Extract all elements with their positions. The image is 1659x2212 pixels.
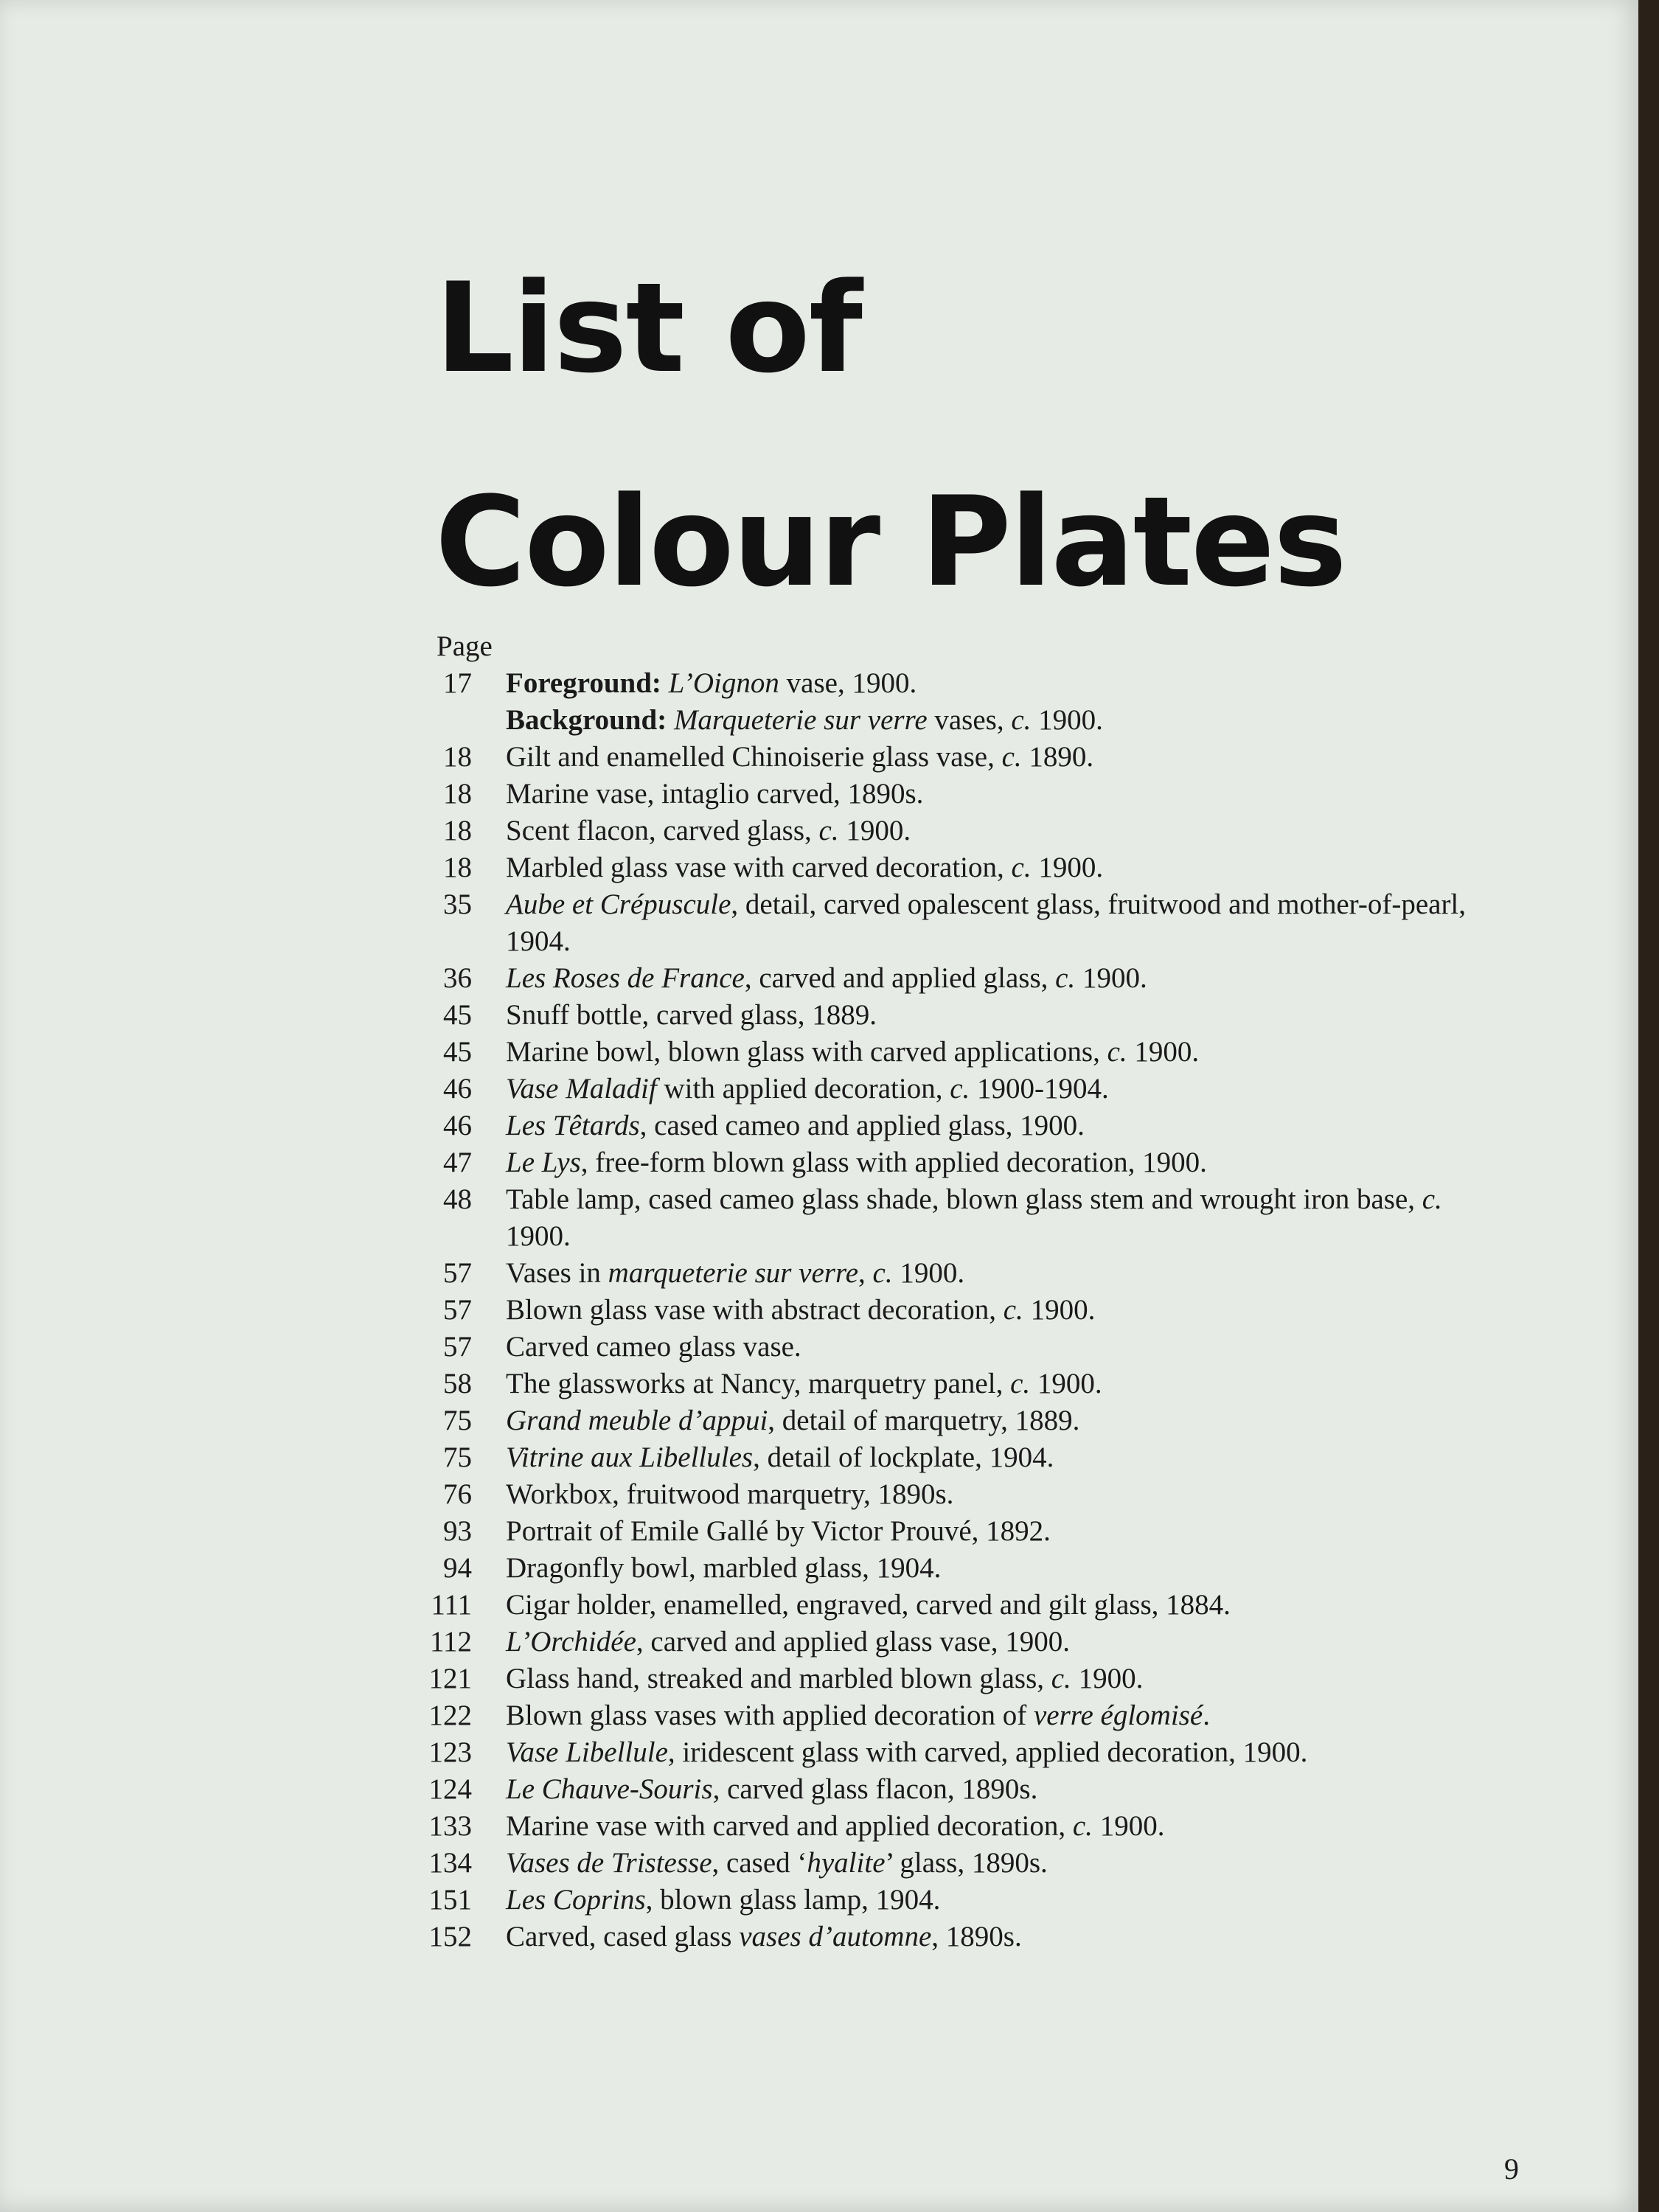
- entry-text: Snuff bottle, carved glass, 1889.: [506, 999, 877, 1031]
- entry-text: Glass hand, streaked and marbled blown glass,: [506, 1663, 1051, 1694]
- entry-description: [506, 1919, 1504, 1955]
- entry-text: , carved and applied glass vase, 1900.: [636, 1626, 1070, 1658]
- entry-page-number: 47: [443, 1147, 472, 1178]
- entry-title-italic: Vase Maladif: [506, 1073, 657, 1105]
- entry-page-number: 94: [443, 1552, 472, 1584]
- entry-title-italic: c.: [872, 1257, 893, 1289]
- entry-text: Dragonfly bowl, marbled glass, 1904.: [506, 1552, 942, 1584]
- entry-title-italic: Le Lys: [506, 1147, 581, 1178]
- entry-text: Scent flacon, carved glass,: [506, 815, 819, 846]
- list-item: [413, 1476, 1504, 1513]
- entry-title-italic: Vases de Tristesse: [506, 1847, 712, 1879]
- entry-page-number: 57: [443, 1257, 472, 1289]
- list-item: [413, 1292, 1504, 1329]
- entry-text: ’ glass, 1890s.: [885, 1847, 1048, 1879]
- entry-text: vases,: [927, 704, 1012, 736]
- list-item: [413, 702, 1504, 739]
- entry-text: , cased ‘: [712, 1847, 807, 1879]
- entry-text: .: [1203, 1700, 1210, 1731]
- list-item: [413, 813, 1504, 849]
- list-item: [413, 665, 1504, 702]
- list-item: [413, 739, 1504, 776]
- entry-description: [506, 1144, 1504, 1181]
- entry-text: Blown glass vase with abstract decoration,: [506, 1294, 1004, 1326]
- entry-text: , carved and applied glass,: [744, 962, 1056, 994]
- entry-description: [506, 1845, 1504, 1882]
- entry-title-italic: Aube et Crépuscule: [506, 888, 731, 920]
- entry-description: [506, 739, 1504, 776]
- entry-text: 1900.: [1030, 1368, 1102, 1399]
- entry-description: [506, 1734, 1504, 1771]
- entry-text: Blown glass vases with applied decoration of: [506, 1700, 1034, 1731]
- entry-text: 1900-1904.: [970, 1073, 1109, 1105]
- entry-description: [506, 1439, 1504, 1476]
- list-item: [413, 1071, 1504, 1107]
- entry-page-number: 75: [443, 1441, 472, 1473]
- entry-text: 1900.: [1031, 852, 1104, 883]
- page-title: [435, 221, 1346, 649]
- list-header-page: Page: [437, 630, 493, 662]
- entry-description: [506, 1808, 1504, 1845]
- entry-description: [506, 1292, 1504, 1329]
- entry-text: Vases in: [506, 1257, 608, 1289]
- entry-page-number: 18: [443, 815, 472, 846]
- entry-description: [506, 1181, 1504, 1255]
- list-item: [413, 960, 1504, 997]
- entry-title-italic: c.: [1003, 1294, 1023, 1326]
- entry-title-italic: hyalite: [807, 1847, 886, 1879]
- list-item: [413, 1366, 1504, 1402]
- entry-text: 1900.: [1127, 1036, 1200, 1068]
- entry-title-italic: Le Chauve-Souris: [506, 1773, 713, 1805]
- entry-text: The glassworks at Nancy, marquetry panel,: [506, 1368, 1011, 1399]
- entry-page-number: 48: [443, 1183, 472, 1215]
- entry-description: [506, 1071, 1504, 1107]
- entry-text: Marine vase, intaglio carved, 1890s.: [506, 778, 924, 810]
- entry-text: , iridescent glass with carved, applied decoration, 1900.: [667, 1736, 1308, 1768]
- list-item: [413, 1439, 1504, 1476]
- entry-page-number: 151: [428, 1884, 472, 1916]
- entry-page-number: 124: [428, 1773, 472, 1805]
- entry-title-italic: L’Oignon: [668, 667, 779, 699]
- entry-page-number: 46: [443, 1073, 472, 1105]
- entry-text: 1900.: [1075, 962, 1147, 994]
- entry-text: Portrait of Emile Gallé by Victor Prouvé, 1892.: [506, 1515, 1051, 1547]
- list-item: [413, 886, 1504, 960]
- entry-text: , carved glass flacon, 1890s.: [712, 1773, 1038, 1805]
- entry-page-number: 46: [443, 1110, 472, 1141]
- list-item: [413, 1624, 1504, 1660]
- entry-text: , free-form blown glass with applied decoration, 1900.: [580, 1147, 1207, 1178]
- entry-text: with applied decoration,: [656, 1073, 950, 1105]
- entry-text: Carved, cased glass: [506, 1921, 740, 1952]
- entry-text: [661, 667, 669, 699]
- entry-description: [506, 1255, 1504, 1292]
- entry-description: [506, 849, 1504, 886]
- entry-title-italic: verre églomisé: [1033, 1700, 1203, 1731]
- entry-description: [506, 813, 1504, 849]
- entries-container: [413, 665, 1504, 1955]
- list-item: [413, 1919, 1504, 1955]
- entry-text: Marine vase with carved and applied decoration,: [506, 1810, 1073, 1842]
- entry-page-number: 122: [428, 1700, 472, 1731]
- entry-title-italic: Marqueterie sur verre: [673, 704, 928, 736]
- entry-text: , detail of marquetry, 1889.: [768, 1405, 1080, 1436]
- entry-title-italic: Les Coprins: [506, 1884, 646, 1916]
- list-item: [413, 1107, 1504, 1144]
- entry-text: , 1890s.: [931, 1921, 1022, 1952]
- entry-title-italic: c.: [1051, 1663, 1071, 1694]
- entry-description: [506, 960, 1504, 997]
- entry-title-italic: L’Orchidée: [506, 1626, 636, 1658]
- entry-title-italic: c.: [1422, 1183, 1442, 1215]
- entry-title-italic: Vitrine aux Libellules: [506, 1441, 754, 1473]
- entry-page-number: 45: [443, 1036, 472, 1068]
- entry-title-italic: c.: [1107, 1036, 1127, 1068]
- entry-description: [506, 1366, 1504, 1402]
- entry-title-italic: Les Têtards: [506, 1110, 640, 1141]
- page-number: 9: [1504, 2152, 1519, 2185]
- entry-description: [506, 886, 1504, 960]
- entry-description: [506, 1882, 1504, 1919]
- entry-text: Marine bowl, blown glass with carved applications,: [506, 1036, 1107, 1068]
- list-item: [413, 1660, 1504, 1697]
- title-line-1: List of: [435, 256, 861, 400]
- entry-description: [506, 665, 1504, 702]
- entry-description: [506, 1402, 1504, 1439]
- entry-title-italic: vases d’automne: [739, 1921, 932, 1952]
- entry-page-number: 112: [429, 1626, 472, 1658]
- list-item: [413, 1808, 1504, 1845]
- list-item: [413, 1845, 1504, 1882]
- entry-title-italic: c.: [1072, 1810, 1093, 1842]
- entry-text: 1900.: [838, 815, 911, 846]
- entry-title-italic: c.: [1011, 704, 1032, 736]
- entry-text: , blown glass lamp, 1904.: [645, 1884, 941, 1916]
- entry-text: 1900.: [506, 1220, 571, 1252]
- entry-text: 1890.: [1021, 741, 1094, 773]
- list-item: [413, 1882, 1504, 1919]
- entry-description: [506, 702, 1504, 739]
- entry-title-italic: c.: [1001, 741, 1022, 773]
- entry-title-italic: Les Roses de France: [506, 962, 745, 994]
- list-item: [413, 1144, 1504, 1181]
- entry-description: [506, 1697, 1504, 1734]
- list-item: [413, 1181, 1504, 1255]
- entry-description: [506, 1107, 1504, 1144]
- entry-page-number: 57: [443, 1331, 472, 1363]
- title-line-2: Colour Plates: [435, 470, 1346, 614]
- entry-page-number: 18: [443, 778, 472, 810]
- list-item: [413, 1771, 1504, 1808]
- entry-page-number: 35: [443, 888, 472, 920]
- list-item: [413, 1513, 1504, 1550]
- entry-page-number: 18: [443, 852, 472, 883]
- entry-text: , cased cameo and applied glass, 1900.: [639, 1110, 1085, 1141]
- list-item: [413, 1402, 1504, 1439]
- entry-text: Marbled glass vase with carved decoration,: [506, 852, 1012, 883]
- entry-page-number: 123: [428, 1736, 472, 1768]
- list-item: [413, 776, 1504, 813]
- entry-text: Cigar holder, enamelled, engraved, carved and gilt glass, 1884.: [506, 1589, 1231, 1621]
- entry-text: Workbox, fruitwood marquetry, 1890s.: [506, 1478, 954, 1510]
- entry-label: Background:: [506, 704, 667, 736]
- entry-label: Foreground:: [506, 667, 661, 699]
- entry-text: Carved cameo glass vase.: [506, 1331, 801, 1363]
- entry-title-italic: c.: [1055, 962, 1076, 994]
- entry-description: [506, 1513, 1504, 1550]
- entry-page-number: 111: [431, 1589, 472, 1621]
- list-item: [413, 1034, 1504, 1071]
- entry-title-italic: c.: [950, 1073, 970, 1105]
- entry-page-number: 75: [443, 1405, 472, 1436]
- entry-description: [506, 1476, 1504, 1513]
- entry-title-italic: Grand meuble d’appui: [506, 1405, 768, 1436]
- entry-text: [667, 704, 674, 736]
- list-item: [413, 997, 1504, 1034]
- entry-title-italic: Vase Libellule: [506, 1736, 668, 1768]
- entry-description: [506, 1624, 1504, 1660]
- entry-page-number: 57: [443, 1294, 472, 1326]
- entry-text: 1900.: [1023, 1294, 1096, 1326]
- entry-text: ,: [858, 1257, 873, 1289]
- entry-page-number: 133: [428, 1810, 472, 1842]
- entry-text: 1900.: [1031, 704, 1103, 736]
- list-item: [413, 1587, 1504, 1624]
- list-item: [413, 1734, 1504, 1771]
- entry-text: Table lamp, cased cameo glass shade, blown glass stem and wrought iron base,: [506, 1183, 1422, 1215]
- entry-title-italic: c.: [818, 815, 839, 846]
- entry-title-italic: marqueterie sur verre: [608, 1257, 859, 1289]
- entry-description: [506, 776, 1504, 813]
- entry-description: [506, 1034, 1504, 1071]
- entry-text: , detail of lockplate, 1904.: [753, 1441, 1054, 1473]
- entry-page-number: 58: [443, 1368, 472, 1399]
- entry-description: [506, 1587, 1504, 1624]
- colour-plates-list: [413, 628, 1504, 1955]
- list-item: [413, 1255, 1504, 1292]
- entry-description: [506, 997, 1504, 1034]
- entry-page-number: 93: [443, 1515, 472, 1547]
- entry-page-number: 134: [428, 1847, 472, 1879]
- entry-page-number: 76: [443, 1478, 472, 1510]
- entry-description: [506, 1550, 1504, 1587]
- entry-text: Gilt and enamelled Chinoiserie glass vase,: [506, 741, 1002, 773]
- entry-text: 1900.: [892, 1257, 965, 1289]
- entry-title-italic: c.: [1010, 1368, 1031, 1399]
- entry-description: [506, 1660, 1504, 1697]
- entry-page-number: 18: [443, 741, 472, 773]
- entry-text: 1900.: [1092, 1810, 1165, 1842]
- list-item: [413, 1329, 1504, 1366]
- entry-description: [506, 1329, 1504, 1366]
- entry-description: [506, 1771, 1504, 1808]
- entry-text: , detail, carved opalescent glass, fruitwood and mother-of-pearl, 1904.: [506, 888, 1467, 957]
- entry-page-number: 17: [443, 667, 472, 699]
- entry-page-number: 152: [428, 1921, 472, 1952]
- list-item: [413, 849, 1504, 886]
- list-item: [413, 1550, 1504, 1587]
- entry-page-number: 45: [443, 999, 472, 1031]
- entry-page-number: 121: [428, 1663, 472, 1694]
- entry-title-italic: c.: [1011, 852, 1032, 883]
- entry-page-number: 36: [443, 962, 472, 994]
- list-item: [413, 1697, 1504, 1734]
- entry-text: vase, 1900.: [779, 667, 917, 699]
- entry-text: 1900.: [1071, 1663, 1144, 1694]
